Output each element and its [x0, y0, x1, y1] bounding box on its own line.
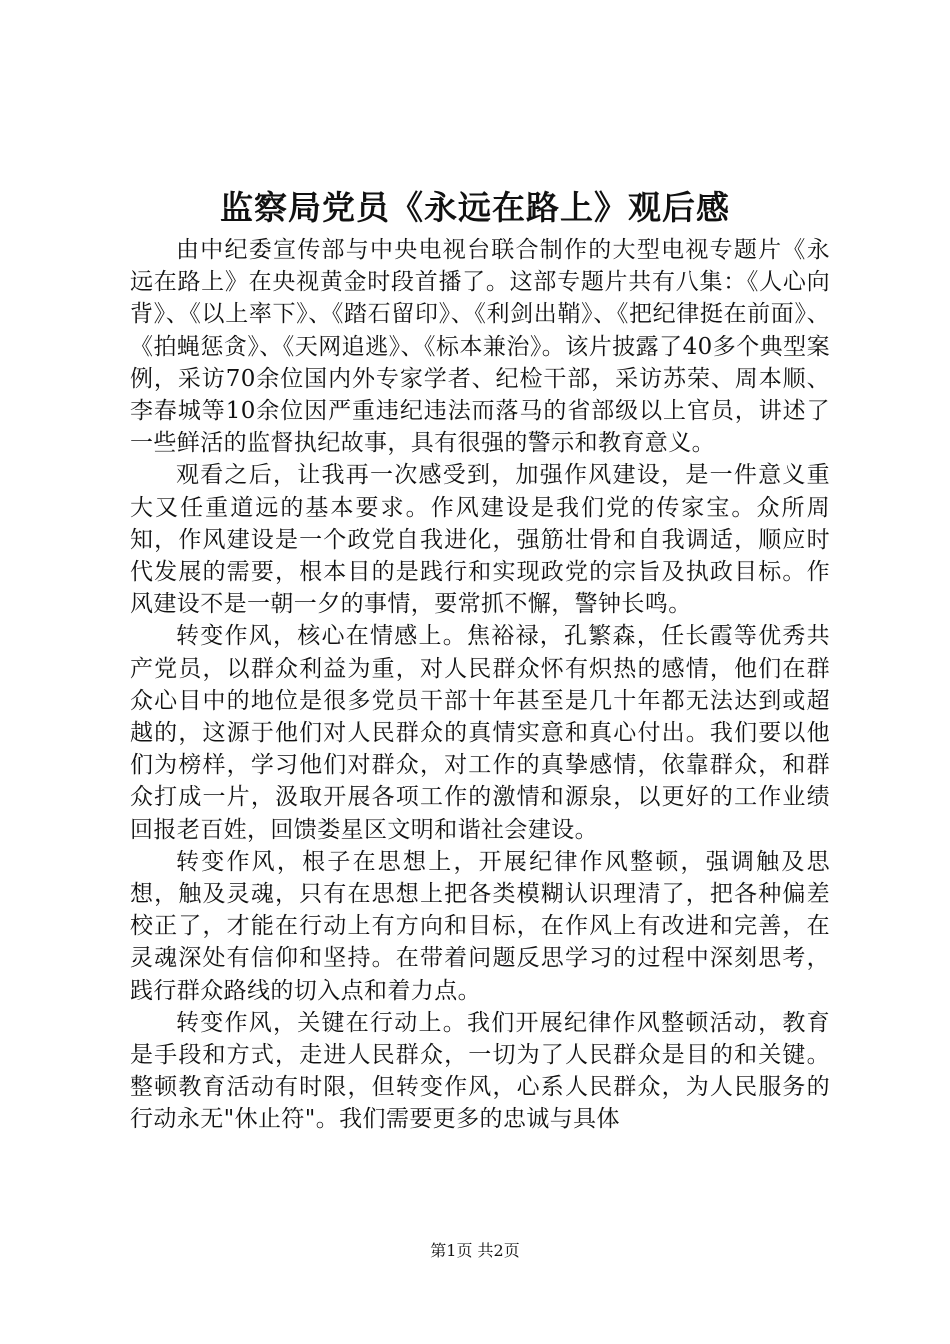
paragraph-4: 转变作风，根子在思想上，开展纪律作风整顿，强调触及思想，触及灵魂，只有在思想上把各类模糊认识理清了，把各种偏差校正了，才能在行动上有方向和目标，在作风上有改进和完善，在灵魂深处有信仰和坚持。在带着问题反思学习的过程中深刻思考，践行群众路线的切入点和着力点。	[130, 848, 830, 1004]
page-number-footer: 第1页 共2页	[430, 1241, 520, 1260]
paragraph-2: 观看之后，让我再一次感受到，加强作风建设，是一件意义重大又任重道远的基本要求。作风建设是我们党的传家宝。众所周知，作风建设是一个政党自我进化，强筋壮骨和自我调适，顺应时代发展的需要，根本目的是践行和实现政党的宗旨及执政目标。作风建设不是一朝一夕的事情，要常抓不懈，警钟长鸣。	[130, 462, 830, 618]
paragraph-5: 转变作风，关键在行动上。我们开展纪律作风整顿活动，教育是手段和方式，走进人民群众，一切为了人民群众是目的和关键。整顿教育活动有时限，但转变作风，心系人民群众，为人民服务的行动永无"休止符"。我们需要更多的忠诚与具体	[130, 1009, 830, 1133]
paragraph-1: 由中纪委宣传部与中央电视台联合制作的大型电视专题片《永远在路上》在央视黄金时段首播了。这部专题片共有八集：《人心向背》、《以上率下》、《踏石留印》、《利剑出鞘》、《把纪律挺在前面》、《拍蝇惩贪》、《天网追逃》、《标本兼治》。该片披露了40多个典型案例，采访70余位国内外专家学者、纪检干部，采访苏荣、周本顺、李春城等10余位因严重违纪违法而落马的省部级以上官员，讲述了一些鲜活的监督执纪故事，具有很强的警示和教育意义。	[130, 237, 830, 457]
paragraph-3: 转变作风，核心在情感上。焦裕禄，孔繁森，任长霞等优秀共产党员，以群众利益为重，对人民群众怀有炽热的感情，他们在群众心目中的地位是很多党员干部十年甚至是几十年都无法达到或超越的，这源于他们对人民群众的真情实意和真心付出。我们要以他们为榜样，学习他们对群众，对工作的真挚感情，依靠群众，和群众打成一片，汲取开展各项工作的激情和源泉，以更好的工作业绩回报老百姓，回馈娄星区文明和谐社会建设。	[130, 623, 830, 843]
document-title: 监察局党员《永远在路上》观后感	[220, 188, 730, 227]
document-body	[130, 234, 830, 1136]
